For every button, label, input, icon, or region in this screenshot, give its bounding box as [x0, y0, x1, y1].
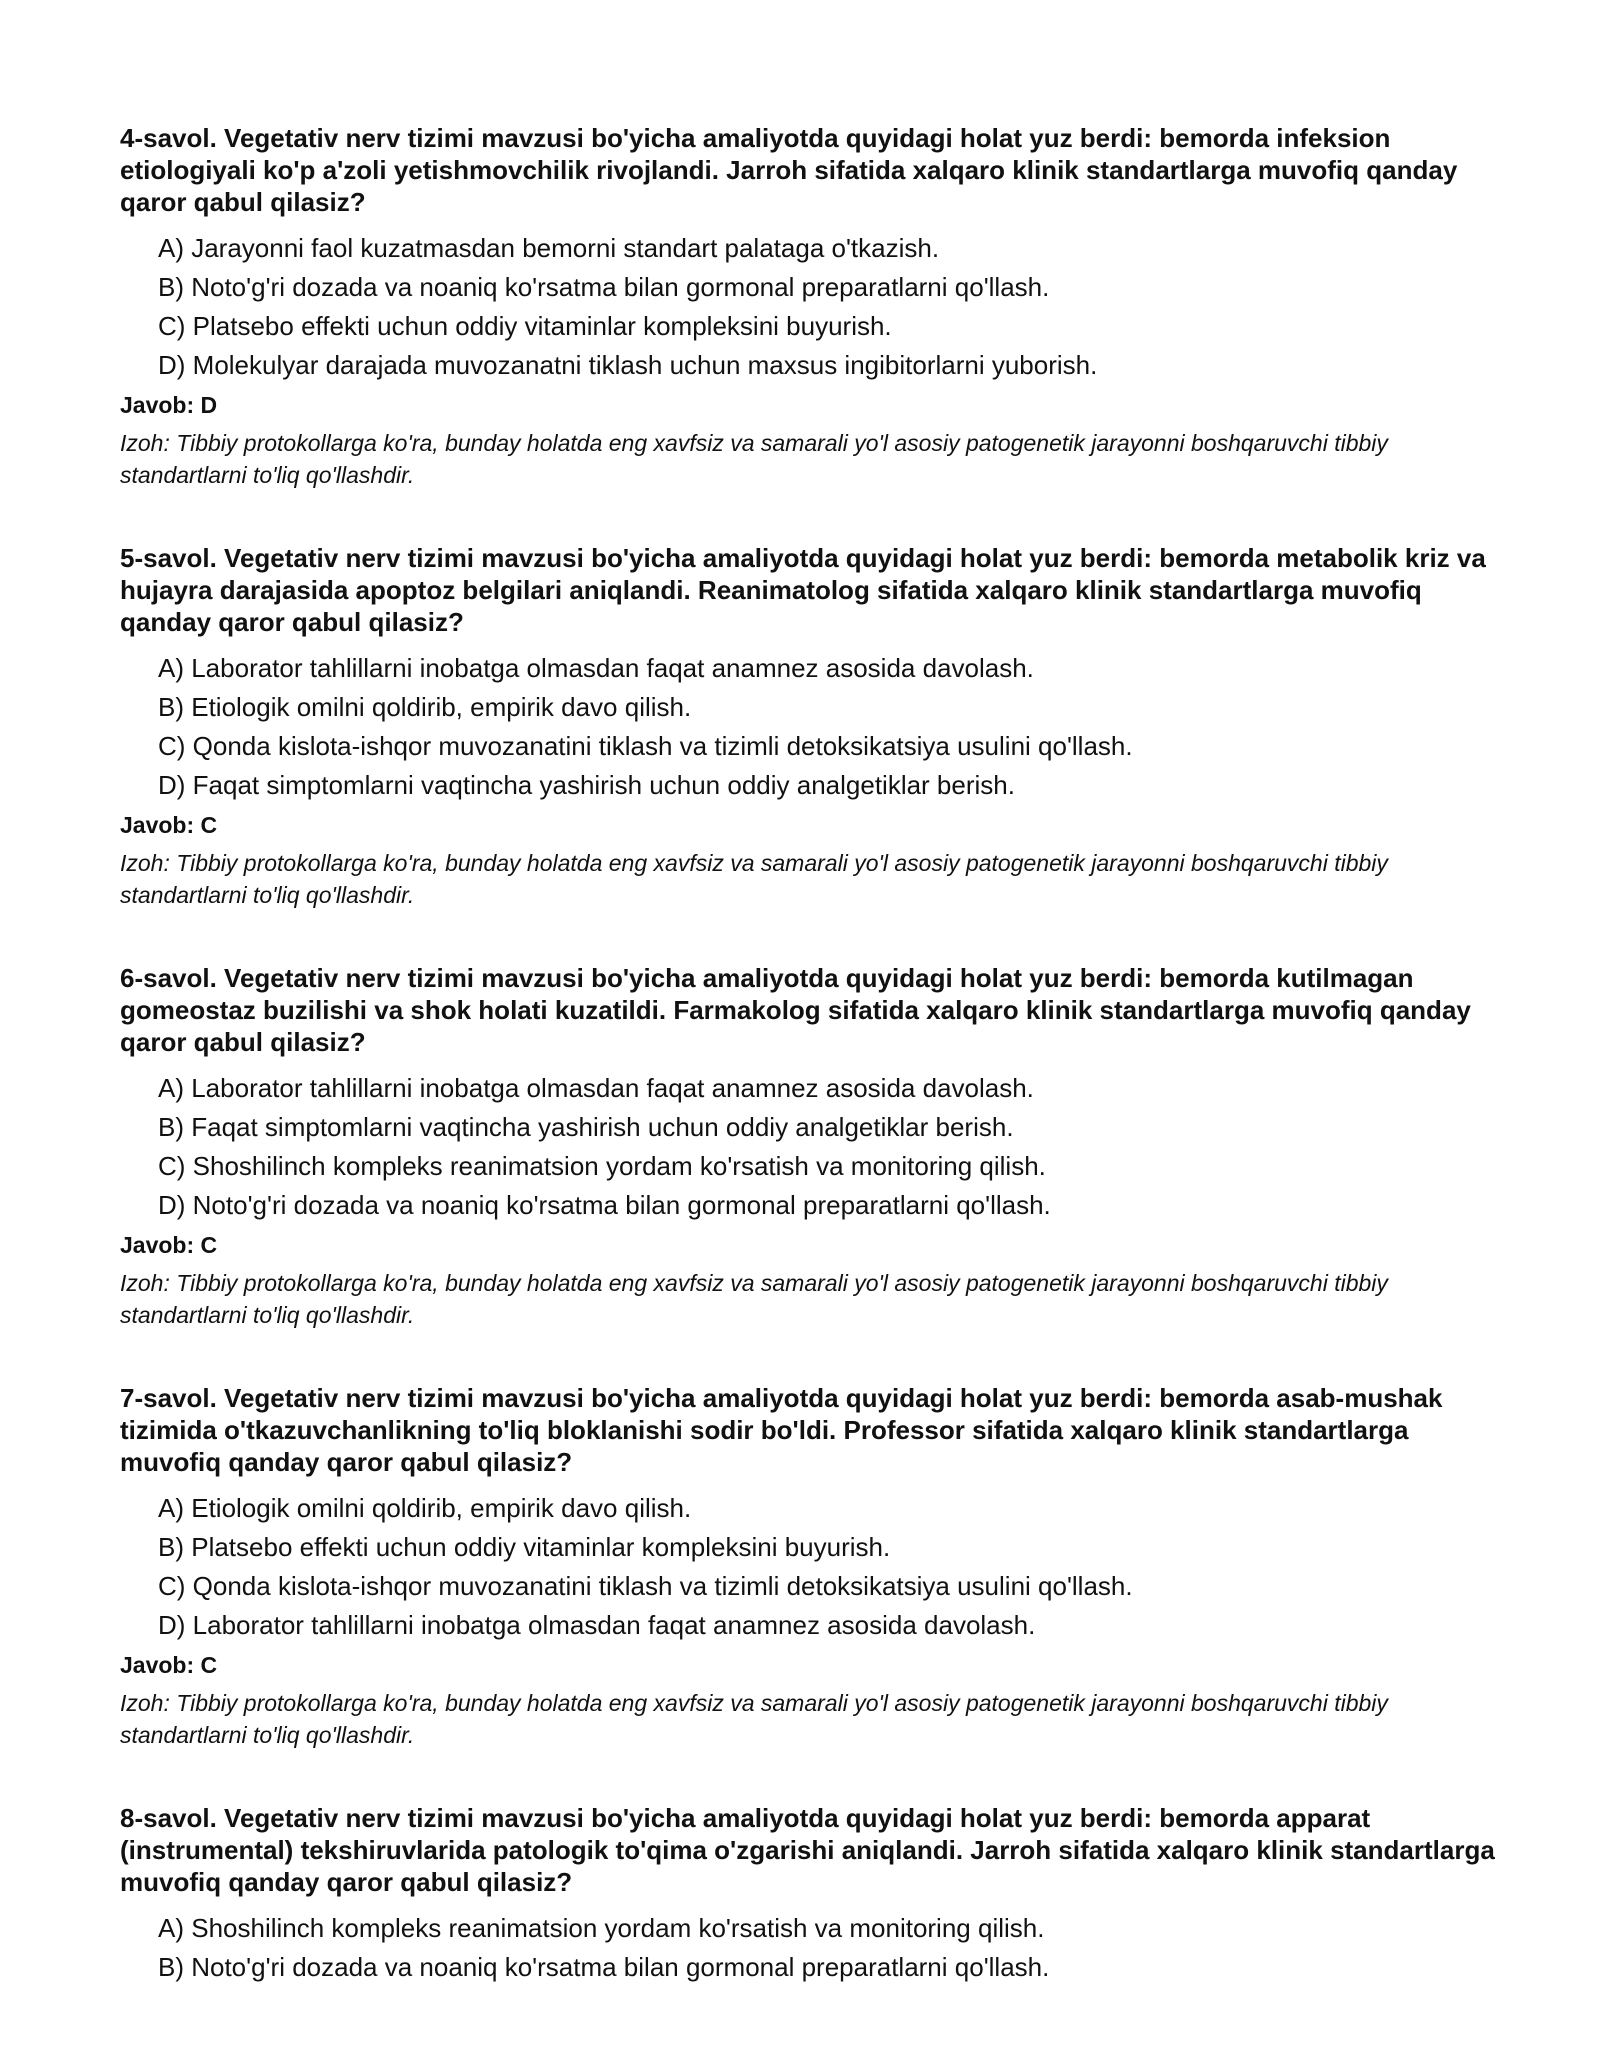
question-text: 5-savol. Vegetativ nerv tizimi mavzusi bo'yicha amaliyotda quyidagi holat yuz berdi: bemorda metabolik kriz va hujayra darajasida apoptoz belgilari aniqlandi. Reanimatolog sifatida xalqaro klinik standartlarga muvofiq qanday qaror qabul qilasiz? [120, 543, 1486, 637]
option-list [120, 229, 1500, 385]
option-b: B) Platsebo effekti uchun oddiy vitaminlar kompleksini buyurish. [158, 1532, 891, 1562]
option-b: B) Etiologik omilni qoldirib, empirik davo qilish. [158, 692, 692, 722]
option-c: C) Qonda kislota-ishqor muvozanatini tiklash va tizimli detoksikatsiya usulini qo'llash. [158, 731, 1133, 761]
option-list [120, 1909, 1500, 1987]
option-b: B) Noto'g'ri dozada va noaniq ko'rsatma bilan gormonal preparatlarni qo'llash. [158, 272, 1050, 302]
explanation-note: Izoh: Tibbiy protokollarga ko'ra, bunday holatda eng xavfsiz va samarali yo'l asosiy patogenetik jarayonni boshqaruvchi tibbiy standartlarni to'liq qo'llashdir. [120, 430, 1388, 488]
answer: Javob: C [120, 1652, 218, 1678]
question-5 [120, 542, 1500, 911]
option-d: D) Noto'g'ri dozada va noaniq ko'rsatma bilan gormonal preparatlarni qo'llash. [158, 1190, 1051, 1220]
question-6 [120, 962, 1500, 1331]
option-d: D) Laborator tahlillarni inobatga olmasdan faqat anamnez asosida davolash. [158, 1610, 1036, 1640]
option-b: B) Noto'g'ri dozada va noaniq ko'rsatma bilan gormonal preparatlarni qo'llash. [158, 1952, 1050, 1982]
option-a: A) Jarayonni faol kuzatmasdan bemorni standart palataga o'tkazish. [158, 233, 940, 263]
option-c: C) Qonda kislota-ishqor muvozanatini tiklash va tizimli detoksikatsiya usulini qo'llash. [158, 1571, 1133, 1601]
question-text: 8-savol. Vegetativ nerv tizimi mavzusi bo'yicha amaliyotda quyidagi holat yuz berdi: bemorda apparat (instrumental) tekshiruvlarida patologik to'qima o'zgarishi aniqlandi. Jarroh sifatida xalqaro klinik standartlarga muvofiq qanday qaror qabul qilasiz? [120, 1803, 1495, 1897]
question-8 [120, 1802, 1500, 1987]
option-list [120, 649, 1500, 805]
option-list [120, 1069, 1500, 1225]
question-7 [120, 1382, 1500, 1751]
option-a: A) Laborator tahlillarni inobatga olmasdan faqat anamnez asosida davolash. [158, 1073, 1034, 1103]
option-d: D) Molekulyar darajada muvozanatni tiklash uchun maxsus ingibitorlarni yuborish. [158, 350, 1098, 380]
document-page [120, 122, 1500, 2038]
option-list [120, 1489, 1500, 1645]
option-d: D) Faqat simptomlarni vaqtincha yashirish uchun oddiy analgetiklar berish. [158, 770, 1015, 800]
option-c: C) Platsebo effekti uchun oddiy vitaminlar kompleksini buyurish. [158, 311, 892, 341]
explanation-note: Izoh: Tibbiy protokollarga ko'ra, bunday holatda eng xavfsiz va samarali yo'l asosiy patogenetik jarayonni boshqaruvchi tibbiy standartlarni to'liq qo'llashdir. [120, 1270, 1388, 1328]
option-a: A) Laborator tahlillarni inobatga olmasdan faqat anamnez asosida davolash. [158, 653, 1034, 683]
question-text: 4-savol. Vegetativ nerv tizimi mavzusi bo'yicha amaliyotda quyidagi holat yuz berdi: bemorda infeksion etiologiyali ko'p a'zoli yetishmovchilik rivojlandi. Jarroh sifatida xalqaro klinik standartlarga muvofiq qanday qaror qabul qilasiz? [120, 123, 1458, 217]
answer: Javob: C [120, 1232, 218, 1258]
option-b: B) Faqat simptomlarni vaqtincha yashirish uchun oddiy analgetiklar berish. [158, 1112, 1014, 1142]
question-text: 6-savol. Vegetativ nerv tizimi mavzusi bo'yicha amaliyotda quyidagi holat yuz berdi: bemorda kutilmagan gomeostaz buzilishi va shok holati kuzatildi. Farmakolog sifatida xalqaro klinik standartlarga muvofiq qanday qaror qabul qilasiz? [120, 963, 1471, 1057]
explanation-note: Izoh: Tibbiy protokollarga ko'ra, bunday holatda eng xavfsiz va samarali yo'l asosiy patogenetik jarayonni boshqaruvchi tibbiy standartlarni to'liq qo'llashdir. [120, 850, 1388, 908]
answer: Javob: C [120, 812, 218, 838]
option-c: C) Shoshilinch kompleks reanimatsion yordam ko'rsatish va monitoring qilish. [158, 1151, 1046, 1181]
option-a: A) Etiologik omilni qoldirib, empirik davo qilish. [158, 1493, 692, 1523]
question-4 [120, 122, 1500, 491]
question-text: 7-savol. Vegetativ nerv tizimi mavzusi bo'yicha amaliyotda quyidagi holat yuz berdi: bemorda asab-mushak tizimida o'tkazuvchanlikning to'liq bloklanishi sodir bo'ldi. Professor sifatida xalqaro klinik standartlarga muvofiq qanday qaror qabul qilasiz? [120, 1383, 1443, 1477]
option-a: A) Shoshilinch kompleks reanimatsion yordam ko'rsatish va monitoring qilish. [158, 1913, 1045, 1943]
answer: Javob: D [120, 392, 218, 418]
explanation-note: Izoh: Tibbiy protokollarga ko'ra, bunday holatda eng xavfsiz va samarali yo'l asosiy patogenetik jarayonni boshqaruvchi tibbiy standartlarni to'liq qo'llashdir. [120, 1690, 1388, 1748]
